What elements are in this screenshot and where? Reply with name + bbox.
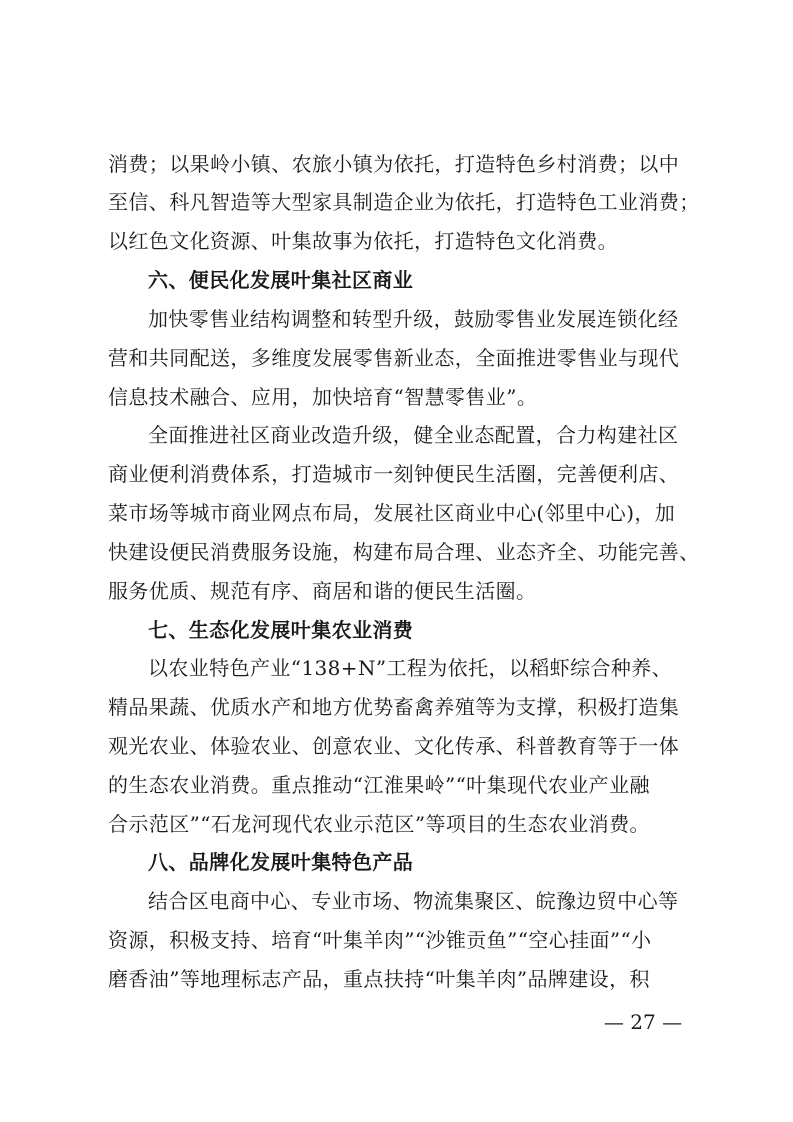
page-number: — 27 — xyxy=(603,1010,683,1034)
paragraph-first-line: 全面推进社区商业改造升级，健全业态配置，合力构建社区 xyxy=(148,423,679,447)
body-line: 的生态农业消费。重点推动“江淮果岭”“叶集现代农业产业融 xyxy=(108,773,650,797)
section-heading-6: 六、便民化发展叶集社区商业 xyxy=(148,268,414,292)
paragraph-first-line: 以农业特色产业“138+N”工程为依托，以稻虾综合种养、 xyxy=(148,656,673,680)
paragraph-first-line: 加快零售业结构调整和转型升级，鼓励零售业发展连锁化经 xyxy=(148,307,679,331)
body-line: 商业便利消费体系，打造城市一刻钟便民生活圈，完善便利店、 xyxy=(108,462,680,486)
paragraph-first-line: 结合区电商中心、专业市场、物流集聚区、皖豫边贸中心等 xyxy=(148,889,679,913)
body-line: 营和共同配送，多维度发展零售新业态，全面推进零售业与现代 xyxy=(108,346,680,370)
section-heading-7: 七、生态化发展叶集农业消费 xyxy=(148,618,414,642)
body-line: 资源，积极支持、培育“叶集羊肉”“沙锥贡鱼”“空心挂面”“小 xyxy=(108,928,652,952)
body-line: 以红色文化资源、叶集故事为依托，打造特色文化消费。 xyxy=(108,229,618,253)
body-line: 精品果蔬、优质水产和地方优势畜禽养殖等为支撑，积极打造集 xyxy=(108,695,680,719)
body-line: 服务优质、规范有序、商居和谐的便民生活圈。 xyxy=(108,579,537,603)
body-line: 消费；以果岭小镇、农旅小镇为依托，打造特色乡村消费；以中 xyxy=(108,152,680,176)
body-line: 信息技术融合、应用，加快培育“智慧零售业”。 xyxy=(108,385,538,409)
body-line: 合示范区”“石龙河现代农业示范区”等项目的生态农业消费。 xyxy=(108,812,650,836)
section-heading-8: 八、品牌化发展叶集特色产品 xyxy=(148,850,414,874)
body-line: 磨香油”等地理标志产品，重点扶持“叶集羊肉”品牌建设，积 xyxy=(108,967,650,991)
body-line: 观光农业、体验农业、创意农业、文化传承、科普教育等于一体 xyxy=(108,734,680,758)
body-line: 至信、科凡智造等大型家具制造企业为依托，打造特色工业消费； xyxy=(108,190,700,214)
body-line: 菜市场等城市商业网点布局，发展社区商业中心(邻里中心)，加 xyxy=(108,501,676,525)
body-line: 快建设便民消费服务设施，构建布局合理、业态齐全、功能完善、 xyxy=(108,540,700,564)
